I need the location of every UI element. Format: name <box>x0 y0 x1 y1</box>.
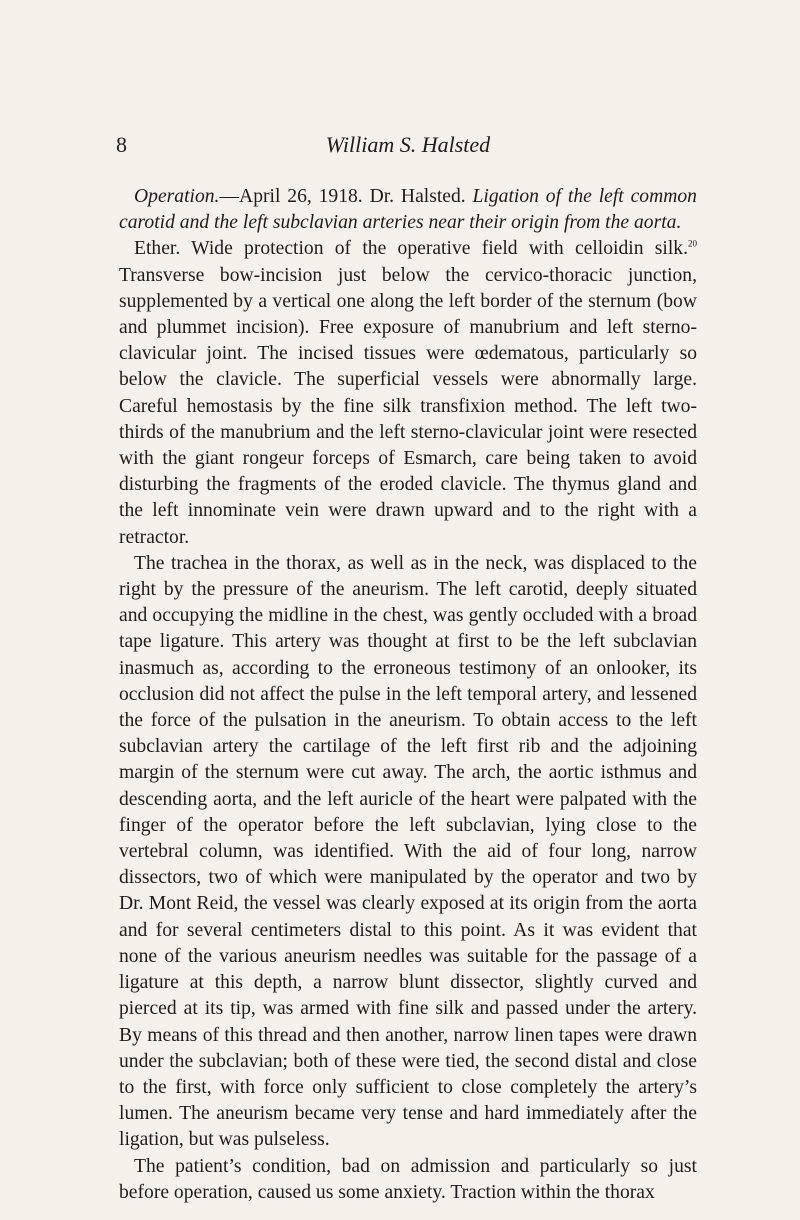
footnote-marker: 20 <box>688 238 697 249</box>
operation-date: —April 26, 1918. Dr. Halsted. <box>219 186 473 207</box>
paragraph-ether-rest: Transverse bow-incision just below the cervico-thoracic junction, supplemented by a vertical one along the left border of the sternum (bow and plummet incision). Free exposure of manubrium and left sterno-clavicular joint. The incised tissues were œdematous, particularly so below the clavicle. The superficial vessels were abnormally large. Careful hemostasis by the fine silk transfixion method. The left two-thirds of the manubrium and the left sterno-clavicular joint were resected with the giant rongeur forceps of Esmarch, care being taken to avoid disturbing the fragments of the eroded clavicle. The thymus gland and the left innominate vein were drawn upward and to the right with a retractor. <box>119 264 697 548</box>
running-head: William S. Halsted <box>325 132 491 157</box>
paragraph-condition: The patient’s condition, bad on admission and particularly so just before operation, caused us some anxiety. Traction within the thorax <box>119 1155 697 1203</box>
page-number: 8 <box>116 132 127 157</box>
paragraph-operation <box>119 184 697 236</box>
operation-label: Operation. <box>134 186 220 207</box>
paragraph-trachea: The trachea in the thorax, as well as in the neck, was displaced to the right by the pressure of the aneurism. The left carotid, deeply situated and occupying the midline in the chest, was gently occluded with a broad tape ligature. This artery was thought at first to be the left subclavian inasmuch as, according to the erroneous testimony of an onlooker, its occlusion did not affect the pulse in the left temporal artery, and lessened the force of the pulsation in the aneurism. To obtain access to the left subclavian artery the cartilage of the left first rib and the adjoining margin of the sternum were cut away. The arch, the aortic isthmus and descending aorta, and the left auricle of the heart were palpated with the finger of the operator before the left subclavian, lying close to the vertebral column, was identified. With the aid of four long, narrow dissectors, two of which were manipulated by the operator and two by Dr. Mont Reid, the vessel was clearly exposed at its origin from the aorta and for several centimeters distal to this point. As it was evident that none of the various aneurism needles was suitable for the passage of a ligature at this depth, a narrow blunt dissector, slightly curved and pierced at its tip, was armed with fine silk and passed under the artery. By means of this thread and then another, narrow linen tapes were drawn under the subclavian; both of these were tied, the second distal and close to the first, with force only sufficient to close completely the artery’s lumen. The aneurism became very tense and hard immediately after the ligation, but was pulseless. <box>119 552 697 1151</box>
paragraph-ether-text: Ether. Wide protection of the operative field with celloidin silk. <box>134 238 688 260</box>
page-header <box>116 132 700 162</box>
paragraph-ether <box>119 236 697 550</box>
operation-title: Ligation of the left common carotid and the left subclavian arteries near their origin from the aorta. <box>119 186 697 234</box>
body-text <box>119 184 697 1206</box>
